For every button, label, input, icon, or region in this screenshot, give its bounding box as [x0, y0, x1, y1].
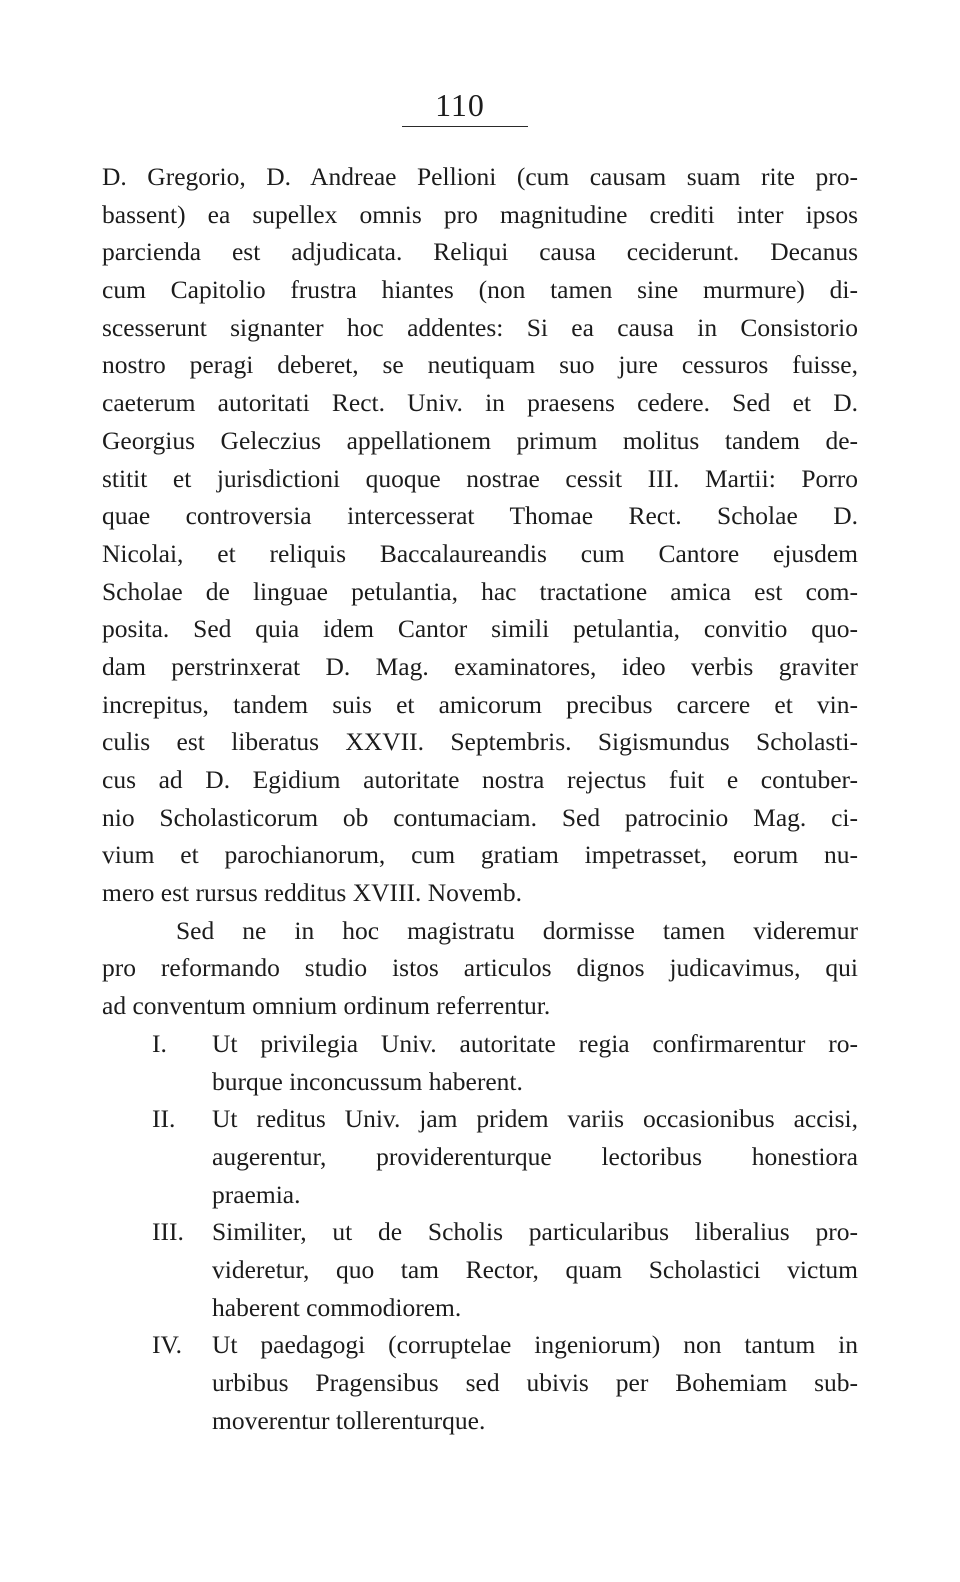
text-line: Scholae de linguae petulantia, hac tractatione amica est com- [102, 576, 858, 606]
text-line: posita. Sed quia idem Cantor simili petulantia, convitio quo- [102, 614, 858, 644]
article-item [102, 1213, 858, 1326]
article-number: I. [152, 1028, 167, 1058]
paragraph-2 [102, 912, 858, 1025]
text-line: increpitus, tandem suis et amicorum precibus carcere et vin- [102, 689, 858, 719]
page-text [102, 158, 858, 1439]
article-number: IV. [152, 1330, 182, 1360]
page-number: 110 [435, 87, 485, 123]
page-number-rule [402, 126, 528, 127]
text-line: dam perstrinxerat D. Mag. examinatores, ideo verbis graviter [102, 651, 858, 681]
text-line: stitit et jurisdictioni quoque nostrae cessit III. Martii: Porro [102, 463, 858, 493]
article-item [102, 1100, 858, 1213]
article-line: burque inconcussum haberent. [212, 1066, 523, 1096]
text-line: nio Scholasticorum ob contumaciam. Sed patrocinio Mag. ci- [102, 802, 858, 832]
text-line: Sed ne in hoc magistratu dormisse tamen videremur [176, 915, 858, 945]
article-line: moverentur tollerenturque. [212, 1405, 486, 1435]
text-line: scesserunt signanter hoc addentes: Si ea causa in Consistorio [102, 312, 858, 342]
text-line: cum Capitolio frustra hiantes (non tamen sine murmure) di- [102, 275, 858, 305]
article-line: videretur, quo tam Rector, quam Scholastici victum [212, 1254, 858, 1284]
text-line: caeterum autoritati Rect. Univ. in praesens cedere. Sed et D. [102, 388, 858, 418]
article-number: II. [152, 1104, 176, 1134]
article-line: Ut privilegia Univ. autoritate regia confirmarentur ro- [212, 1028, 858, 1058]
article-item [102, 1326, 858, 1439]
text-line: mero est rursus redditus XVIII. Novemb. [102, 878, 522, 908]
article-line: Ut reditus Univ. jam pridem variis occasionibus accisi, [212, 1104, 858, 1134]
text-line: nostro peragi deberet, se neutiquam suo jure cessuros fuisse, [102, 350, 858, 380]
text-line: quae controversia intercesserat Thomae Rect. Scholae D. [102, 501, 858, 531]
article-line: praemia. [212, 1179, 301, 1209]
text-line: pro reformando studio istos articulos dignos judicavimus, qui [102, 953, 858, 983]
text-line: culis est liberatus XXVII. Septembris. Sigismundus Scholasti- [102, 727, 858, 757]
text-line: Nicolai, et reliquis Baccalaureandis cum Cantore ejusdem [102, 538, 858, 568]
article-line: haberent commodiorem. [212, 1292, 462, 1322]
article-line: urbibus Pragensibus sed ubivis per Bohemiam sub- [212, 1368, 858, 1397]
text-line: parcienda est adjudicata. Reliqui causa ceciderunt. Decanus [102, 237, 858, 267]
text-line: vium et parochianorum, cum gratiam impetrasset, eorum nu- [102, 840, 858, 870]
paragraph-1 [102, 158, 858, 912]
article-item [102, 1025, 858, 1100]
article-line: Similiter, ut de Scholis particularibus liberalius pro- [212, 1217, 858, 1247]
text-line: D. Gregorio, D. Andreae Pellioni (cum causam suam rite pro- [102, 162, 858, 191]
article-list [102, 1025, 858, 1440]
text-line: cus ad D. Egidium autoritate nostra rejectus fuit e contuber- [102, 765, 858, 794]
article-number: III. [152, 1217, 184, 1247]
text-line: bassent) ea supellex omnis pro magnitudine crediti inter ipsos [102, 199, 858, 229]
text-line: ad conventum omnium ordinum referrentur. [102, 991, 551, 1021]
article-line: augerentur, providerenturque lectoribus honestiora [212, 1141, 858, 1171]
text-line: Georgius Geleczius appellationem primum molitus tandem de- [102, 425, 858, 455]
article-line: Ut paedagogi (corruptelae ingeniorum) non tantum in [212, 1330, 858, 1360]
